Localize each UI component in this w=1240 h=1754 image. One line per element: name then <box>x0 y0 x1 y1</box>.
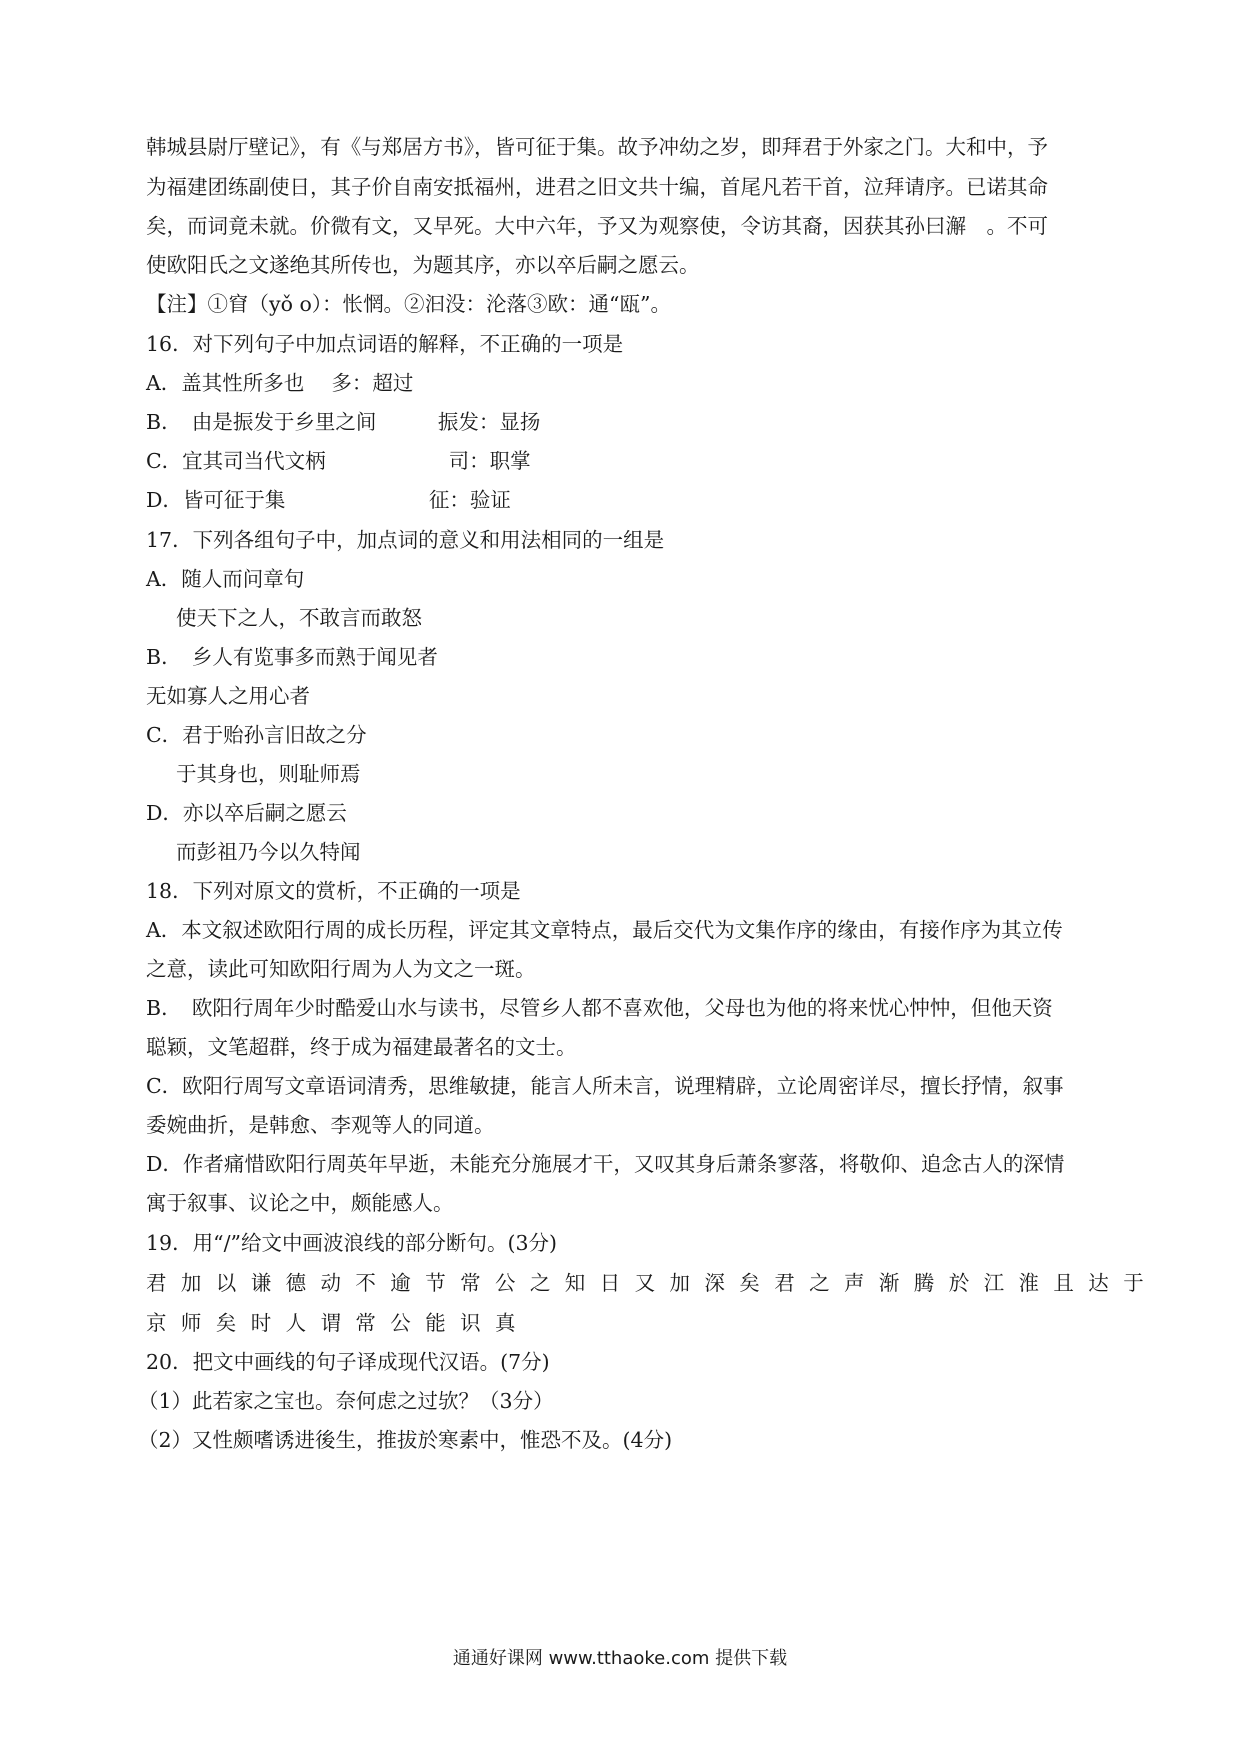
question-20-stem: 20．把文中画线的句子译成现代汉语。(7分) <box>146 1350 550 1374</box>
question-17-option-d-line-1: D．亦以卒后嗣之愿云 <box>146 801 347 825</box>
question-18-option-b-line-2: 聪颖，文笔超群，终于成为福建最著名的文士。 <box>146 1035 577 1059</box>
question-18-option-b-line-1: B． 欧阳行周年少时酷爱山水与读书，尽管乡人都不喜欢他，父母也为他的将来忧心忡忡，但他天资 <box>146 996 1053 1020</box>
passage-line-1: 韩城县尉厅壁记》，有《与郑居方书》，皆可征于集。故予冲幼之岁，即拜君于外家之门。大和中，予 <box>146 135 1048 159</box>
question-17-stem: 17．下列各组句子中，加点词的意义和用法相同的一组是 <box>146 528 665 552</box>
question-17-option-a-line-1: A．随人而问章句 <box>146 567 305 591</box>
question-16-option-d: D．皆可征于集 征：验证 <box>146 488 511 512</box>
page-footer: 通通好课网 www.tthaoke.com 提供下载 <box>452 1648 788 1669</box>
question-17-option-b-line-1: B． 乡人有览事多而熟于闻见者 <box>146 645 438 669</box>
question-18-option-d-line-2: 寓于叙事、议论之中，颇能感人。 <box>146 1191 454 1215</box>
question-19-text-line-2: 京师矣时人谓常公能识真 <box>146 1311 530 1335</box>
question-16-option-b: B． 由是振发于乡里之间 振发：显扬 <box>146 410 541 434</box>
question-20-sentence-1: （1）此若家之宝也。奈何虑之过欤？（3分） <box>138 1389 554 1413</box>
question-17-option-a-line-2: 使天下之人，不敢言而敢怒 <box>176 606 422 630</box>
question-18-option-c-line-1: C．欧阳行周写文章语词清秀，思维敏捷，能言人所未言，说理精辟，立论周密详尽，擅长抒情，叙事 <box>146 1074 1064 1098</box>
question-18-option-a-line-1: A．本文叙述欧阳行周的成长历程，评定其文章特点，最后交代为文集作序的缘由，有接作序为其立传 <box>146 918 1063 942</box>
question-17-option-b-line-2: 无如寡人之用心者 <box>146 684 310 708</box>
question-16-option-a: A．盖其性所多也 多：超过 <box>146 371 414 395</box>
passage-line-4: 使欧阳氏之文遂绝其所传也，为题其序，亦以卒后嗣之愿云。 <box>146 253 700 277</box>
note-line: 【注】①窅（yǒ o）：怅惘。②汩没：沦落③欧：通“瓯”。 <box>146 292 671 316</box>
question-18-stem: 18．下列对原文的赏析，不正确的一项是 <box>146 879 521 903</box>
question-17-option-c-line-2: 于其身也，则耻师焉 <box>176 762 361 786</box>
question-17-option-c-line-1: C．君于贻孙言旧故之分 <box>146 723 367 747</box>
question-20-sentence-2: （2）又性颇嗜诱进後生，推拔於寒素中，惟恐不及。(4分) <box>138 1428 673 1452</box>
question-19-text-line-1: 君加以谦德动不逾节常公之知日又加深矣君之声渐腾於江淮且达于 <box>146 1271 1159 1295</box>
question-16-option-c: C．宜其司当代文柄 司：职掌 <box>146 449 531 473</box>
question-16-stem: 16．对下列句子中加点词语的解释，不正确的一项是 <box>146 332 624 356</box>
question-18-option-d-line-1: D．作者痛惜欧阳行周英年早逝，未能充分施展才干，又叹其身后萧条寥落，将敬仰、追念古人的深情 <box>146 1152 1065 1176</box>
question-18-option-c-line-2: 委婉曲折，是韩愈、李观等人的同道。 <box>146 1113 495 1137</box>
question-18-option-a-line-2: 之意，读此可知欧阳行周为人为文之一斑。 <box>146 957 536 981</box>
passage-line-2: 为福建团练副使日，其子价自南安抵福州，进君之旧文共十编，首尾凡若干首，泣拜请序。已诺其命 <box>146 175 1048 199</box>
passage-line-3: 矣，而词竟未就。价微有文，又早死。大中六年，予又为观察使，令访其裔，因获其孙曰澥 。不可 <box>146 214 1048 238</box>
question-17-option-d-line-2: 而彭祖乃今以久特闻 <box>176 840 361 864</box>
question-19-stem: 19．用“/”给文中画波浪线的部分断句。(3分) <box>146 1231 557 1255</box>
